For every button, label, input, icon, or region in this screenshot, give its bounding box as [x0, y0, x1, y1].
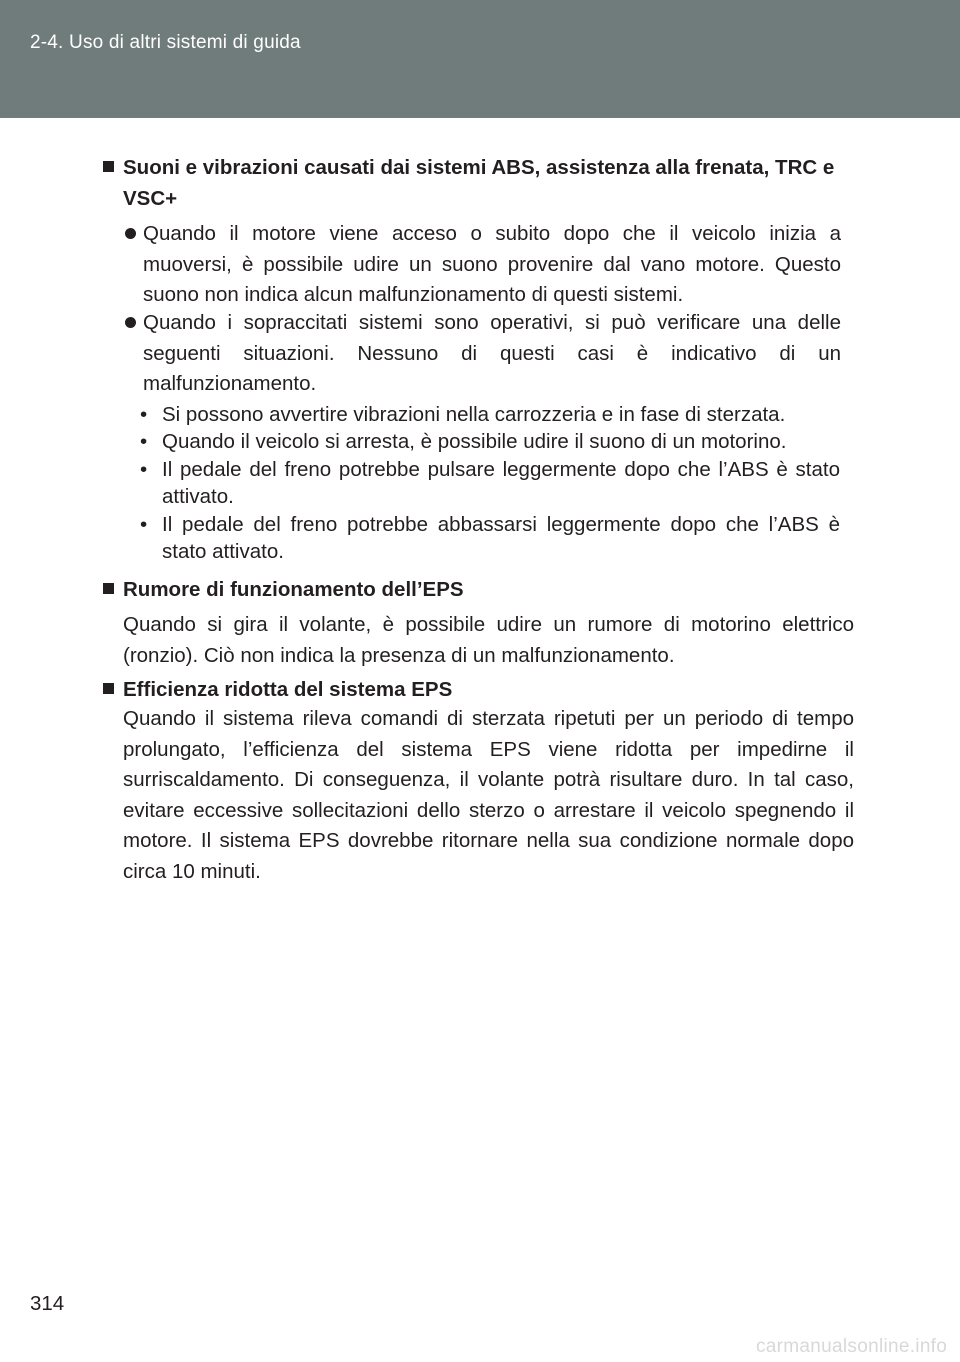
- round-bullet-icon: [125, 317, 136, 328]
- dot-marker-icon: •: [140, 430, 148, 453]
- section-paragraph: Quando il sistema rileva comandi di sterzata ripetuti per un periodo di tempo prolungato, l’efficienza del sistema EPS viene ridotta per impedirne il surriscaldamento. Di conseguenza, il volante potrà risultare duro. In tal caso, evitare eccessive sollecitazioni dello sterzo o arrestare il veicolo spegnendo il motore. Il sistema EPS dovrebbe ritornare nella sua condizione normale dopo circa 10 minuti.: [123, 707, 854, 883]
- chapter-title: 2-4. Uso di altri sistemi di guida: [30, 32, 301, 53]
- dot-marker-icon: •: [140, 513, 148, 536]
- square-bullet-icon: [103, 583, 114, 594]
- bullet-item: Quando i sopraccitati sistemi sono operativi, si può verificare una delle seguenti situazioni. Nessuno di questi casi è indicativo di un malfunzionamento.: [125, 308, 841, 400]
- dot-marker-icon: •: [140, 403, 148, 426]
- round-bullet-icon: [125, 228, 136, 239]
- bullet-item: Quando il motore viene acceso o subito dopo che il veicolo inizia a muoversi, è possibile udire un suono provenire dal vano motore. Questo suono non indica alcun malfunzionamento di questi sistemi.: [125, 219, 841, 311]
- dot-marker-icon: •: [140, 458, 148, 481]
- square-bullet-icon: [103, 683, 114, 694]
- watermark: carmanualsonline.info: [756, 1336, 948, 1357]
- sub-list-item: • Quando il veicolo si arresta, è possibile udire il suono di un motorino.: [140, 430, 787, 453]
- section-heading-eps-efficiency: Efficienza ridotta del sistema EPS: [103, 674, 863, 705]
- section-heading-eps-noise: Rumore di funzionamento dell’EPS: [103, 574, 863, 605]
- section-heading-abs-sounds: Suoni e vibrazioni causati dai sistemi ABS, assistenza alla frenata, TRC e VSC+: [103, 152, 863, 214]
- sub-list-item: • Il pedale del freno potrebbe pulsare leggermente dopo che l’ABS è stato attivato.: [140, 458, 840, 508]
- page-number: 314: [30, 1292, 65, 1315]
- sub-list-item: • Si possono avvertire vibrazioni nella carrozzeria e in fase di sterzata.: [140, 403, 786, 426]
- sub-list-item: • Il pedale del freno potrebbe abbassarsi leggermente dopo che l’ABS è stato attivato.: [140, 513, 840, 563]
- square-bullet-icon: [103, 161, 114, 172]
- section-paragraph: Quando si gira il volante, è possibile udire un rumore di motorino elettrico (ronzio). Ciò non indica la presenza di un malfunzionamento.: [123, 613, 854, 667]
